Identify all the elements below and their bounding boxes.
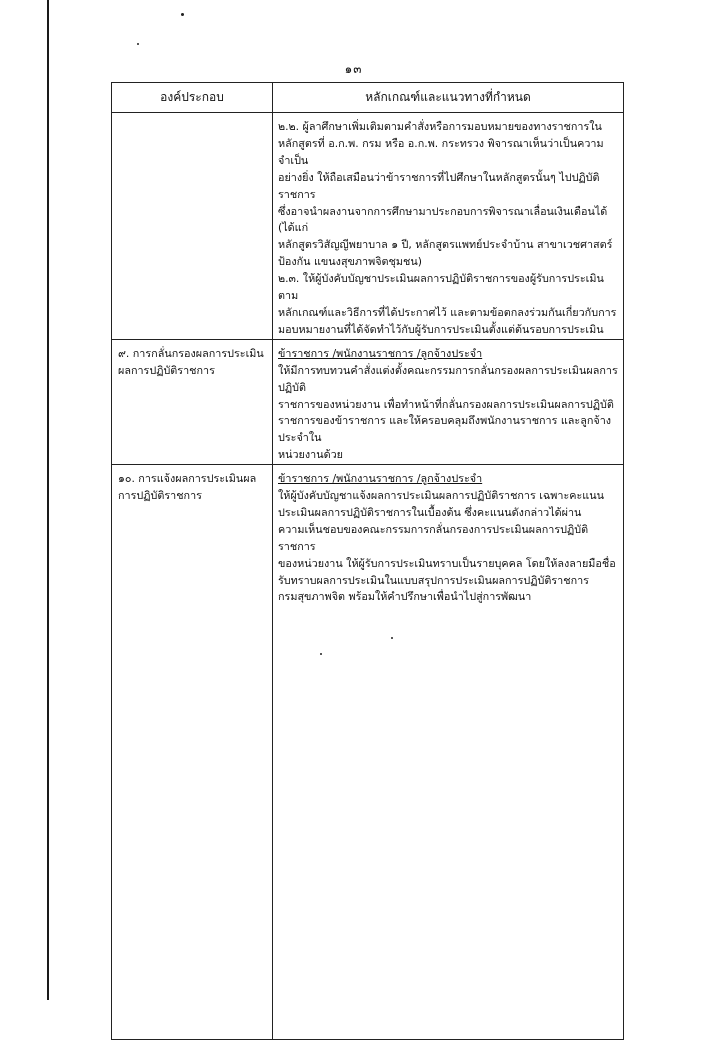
component-text: ๙. การกลั่นกรองผลการประเมิน ผลการปฏิบัติราชการ: [118, 346, 264, 377]
component-text: ๑๐. การแจ้งผลการประเมินผล การปฏิบัติราชการ: [118, 472, 257, 503]
criteria-cell: [273, 465, 624, 1040]
scan-speck: [181, 13, 184, 16]
header-criteria: หลักเกณฑ์และแนวทางที่กำหนด: [273, 83, 624, 113]
table-row: [112, 339, 624, 464]
criteria-table: [111, 82, 624, 1040]
criteria-paragraph: ๒.๓. ให้ผู้บังคับบัญชาประเมินผลการปฏิบัติราชการของผู้รับการประเมินตาม หลักเกณฑ์และวิธีการที่ได้ประกาศไว้ และตามข้อตกลงร่วมกันเกี่ยวกับการ มอบหมายงานที่ได้จัดทำไว้กับผู้รับการประเมินตั้งแต่ต้นรอบการประเมิน: [278, 272, 617, 336]
component-text: [112, 113, 272, 119]
table-row: [112, 465, 624, 1040]
table-header-row: [112, 83, 624, 113]
component-cell: [112, 465, 273, 1040]
header-component: องค์ประกอบ: [112, 83, 273, 113]
criteria-cell: [273, 113, 624, 340]
scan-edge-line: [47, 0, 49, 1000]
component-cell: [112, 339, 273, 464]
table-row: [112, 113, 624, 340]
criteria-subheading: ข้าราชการ /พนักงานราชการ /ลูกจ้างประจำ: [278, 346, 483, 360]
criteria-paragraph: ๒.๒. ผู้ลาศึกษาเพิ่มเติมตามคำสั่งหรือการมอบหมายของทางราชการใน หลักสูตรที่ อ.ก.พ. กรม หรือ อ.ก.พ. กระทรวง พิจารณาเห็นว่าเป็นความจำเป็น อย่างยิ่ง ให้ถือเสมือนว่าข้าราชการที่ไปศึกษาในหลักสูตรนั้นๆ ไปปฏิบัติราชการ ซึ่งอาจนำผลงานจากการศึกษามาประกอบการพิจารณาเลื่อนเงินเดือนได้ (ได้แก่ หลักสูตรวิสัญญีพยาบาล ๑ ปี, หลักสูตรแพทย์ประจำบ้าน สาขาเวชศาสตร์ ป้องกัน แขนงสุขภาพจิตชุมชน): [278, 120, 613, 269]
criteria-body: ให้ผู้บังคับบัญชาแจ้งผลการประเมินผลการปฏิบัติราชการ เฉพาะคะแนน ประเมินผลการปฏิบัติราชการในเบื้องต้น ซึ่งคะแนนดังกล่าวได้ผ่าน ความเห็นชอบของคณะกรรมการกลั่นกรองการประเมินผลการปฏิบัติราชการ ของหน่วยงาน ให้ผู้รับการประเมินทราบเป็นรายบุคคล โดยให้ลงลายมือชื่อ รับทราบผลการประเมินในแบบสรุปการประเมินผลการปฏิบัติราชการ กรมสุขภาพจิต พร้อมให้คำปรึกษาเพื่อนำไปสู่การพัฒนา: [278, 489, 616, 604]
page-number: ๑๓: [344, 62, 363, 76]
criteria-body: ให้มีการทบทวนคำสั่งแต่งตั้งคณะกรรมการกลั่นกรองผลการประเมินผลการปฏิบัติ ราชการของหน่วยงาน เพื่อทำหน้าที่กลั่นกรองผลการประเมินผลการปฏิบัติ ราชการของข้าราชการ และให้ครอบคลุมถึงพนักงานราชการ และลูกจ้างประจำใน หน่วยงานด้วย: [278, 363, 618, 462]
criteria-cell: [273, 339, 624, 464]
scan-speck: [137, 43, 139, 45]
criteria-subheading: ข้าราชการ /พนักงานราชการ /ลูกจ้างประจำ: [278, 472, 483, 486]
component-cell: [112, 113, 273, 340]
